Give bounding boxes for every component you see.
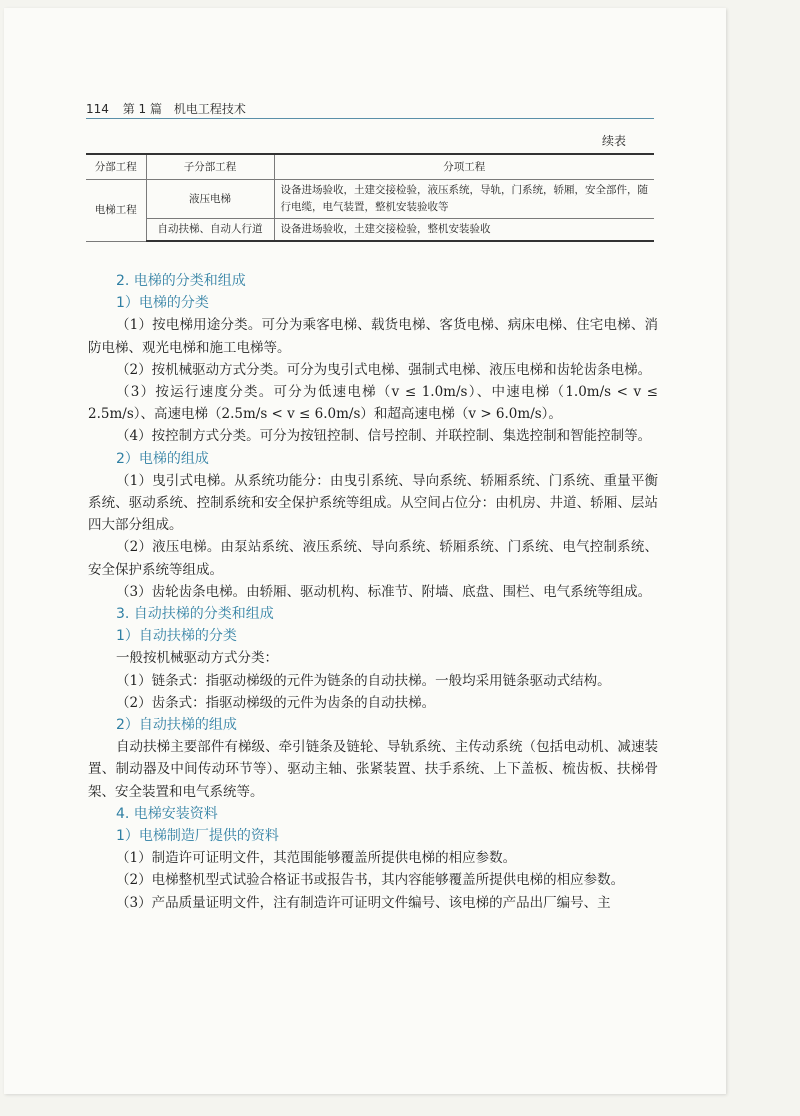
section-heading: 3. 自动扶梯的分类和组成: [116, 606, 274, 623]
running-header: [86, 100, 246, 117]
paragraph: （2）齿条式：指驱动梯级的元件为齿条的自动扶梯。: [116, 694, 436, 711]
division-cell: 电梯工程: [86, 180, 146, 242]
header-division: 分部工程: [86, 154, 146, 180]
subsection-heading: 2）自动扶梯的组成: [116, 717, 237, 734]
table-header-row: [86, 154, 654, 180]
subsection-heading: 1）自动扶梯的分类: [116, 628, 237, 645]
paragraph: （4）按控制方式分类。可分为按钮控制、信号控制、并联控制、集选控制和智能控制等。: [116, 428, 652, 445]
subdivision-cell: 液压电梯: [146, 180, 274, 219]
paragraph: （1）链条式：指驱动梯级的元件为链条的自动扶梯。一般均采用链条驱动式结构。: [116, 672, 611, 689]
page-number: 114: [86, 102, 109, 116]
paragraph: （1）曳引式电梯。从系统功能分：由曳引系统、导向系统、轿厢系统、门系统、重量平衡系统、驱动系统、控制系统和安全保护系统等组成。从空间占位分：由机房、井道、轿厢、层站四大部分组成。: [88, 472, 658, 534]
project-division-table: [86, 153, 654, 242]
paragraph: （3）按运行速度分类。可分为低速电梯（v ≤ 1.0m/s）、中速电梯（1.0m/s < v ≤ 2.5m/s）、高速电梯（2.5m/s < v ≤ 6.0m/s）和超高速电梯（v > 6.0m/s）。: [88, 384, 658, 423]
items-cell: 设备进场验收，土建交接检验，液压系统，导轨，门系统，轿厢，安全部件，随行电缆，电气装置，整机安装验收等: [274, 180, 654, 219]
paragraph: （1）按电梯用途分类。可分为乘客电梯、载货电梯、客货电梯、病床电梯、住宅电梯、消防电梯、观光电梯和施工电梯等。: [88, 317, 658, 356]
items-cell: 设备进场验收，土建交接检验，整机安装验收: [274, 219, 654, 242]
paragraph: （2）电梯整机型式试验合格证书或报告书，其内容能够覆盖所提供电梯的相应参数。: [116, 872, 625, 889]
header-subdivision: 子分部工程: [146, 154, 274, 180]
paragraph: 一般按机械驱动方式分类：: [116, 650, 278, 667]
paragraph: 自动扶梯主要部件有梯级、牵引链条及链轮、导轨系统、主传动系统（包括电动机、减速装置、制动器及中间传动环节等）、驱动主轴、张紧装置、扶手系统、上下盖板、梳齿板、扶梯骨架、安全装置和电气系统等。: [88, 739, 658, 800]
paragraph: （3）产品质量证明文件，注有制造许可证明文件编号、该电梯的产品出厂编号、主: [116, 894, 611, 911]
section-heading: 2. 电梯的分类和组成: [116, 273, 246, 289]
section-heading: 4. 电梯安装资料: [116, 805, 218, 822]
subdivision-cell: 自动扶梯、自动人行道: [146, 219, 274, 242]
header-items: 分项工程: [274, 154, 654, 180]
paragraph: （2）液压电梯。由泵站系统、液压系统、导向系统、轿厢系统、门系统、电气控制系统、安全保护系统等组成。: [88, 539, 658, 578]
subsection-heading: 2）电梯的组成: [116, 450, 209, 467]
subsection-heading: 1）电梯的分类: [116, 295, 209, 312]
paragraph: （2）按机械驱动方式分类。可分为曳引式电梯、强制式电梯、液压电梯和齿轮齿条电梯。: [116, 361, 652, 378]
table-row: [86, 180, 654, 219]
part-title: 机电工程技术: [173, 102, 246, 116]
paragraph: （1）制造许可证明文件，其范围能够覆盖所提供电梯的相应参数。: [116, 850, 517, 867]
subsection-heading: 1）电梯制造厂提供的资料: [116, 828, 279, 845]
header-rule: [86, 118, 654, 119]
table-continued-label: 续表: [602, 134, 627, 148]
body-text: [88, 270, 658, 914]
book-page: [4, 8, 726, 1094]
paragraph: （3）齿轮齿条电梯。由轿厢、驱动机构、标准节、附墙、底盘、围栏、电气系统等组成。: [116, 583, 652, 600]
part-label: 第 1 篇: [122, 102, 162, 116]
table-row: [86, 219, 654, 242]
